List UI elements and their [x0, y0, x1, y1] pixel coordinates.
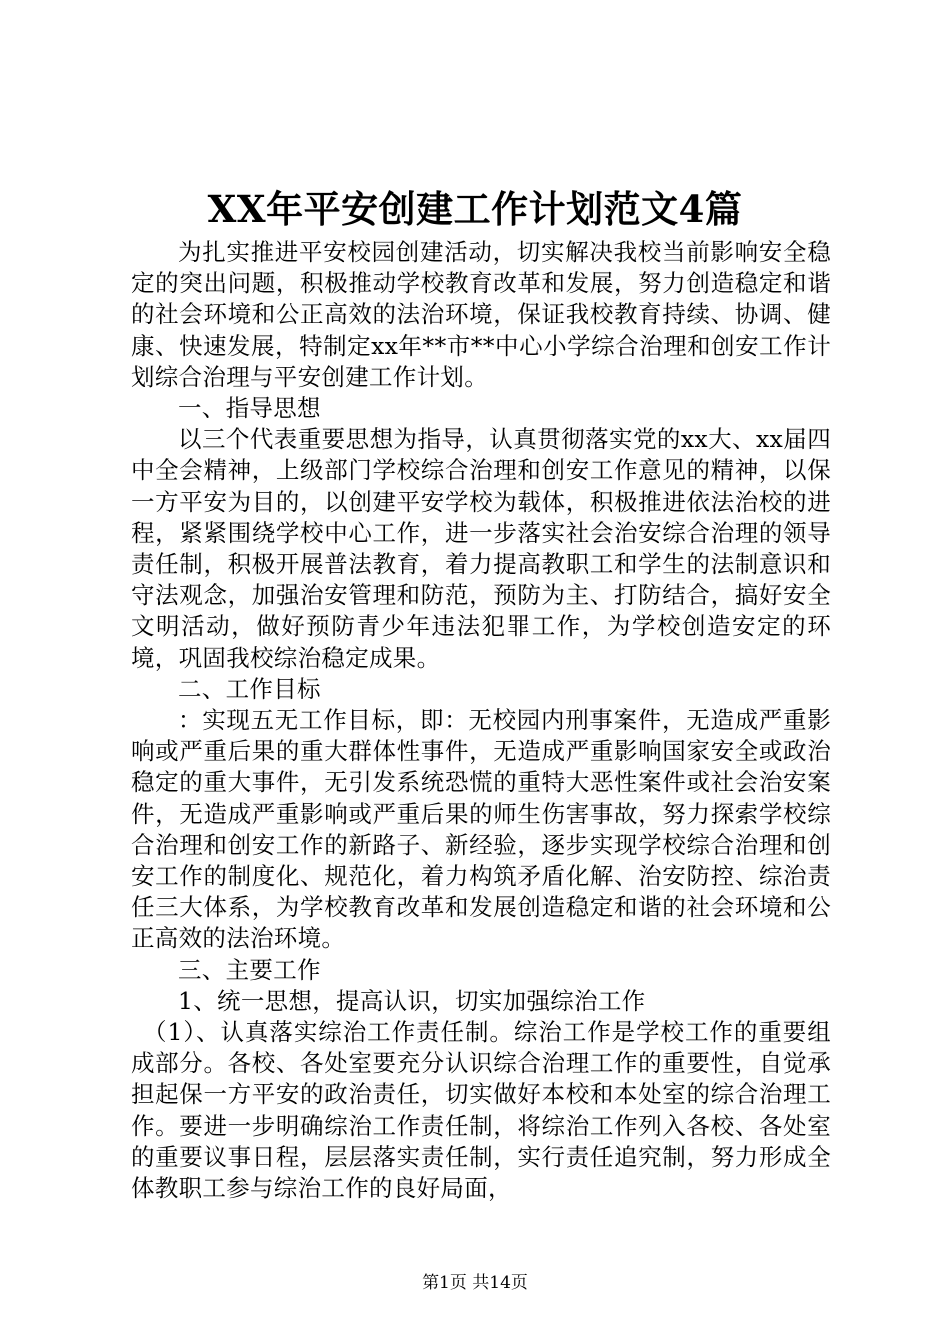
section-heading-guiding-thought: 一、指导思想	[178, 394, 321, 423]
intro-paragraph: 为扎实推进平安校园创建活动，切实解决我校当前影响安全稳定的突出问题，积极推动学校教育改革和发展，努力创造稳定和谐的社会环境和公正高效的法治环境，保证我校教育持续、协调、健康、快速发展，特制定xx年**市**中心小学综合治理和创安工作计划综合治理与平安创建工作计划。	[131, 238, 831, 391]
section-heading-main-work: 三、主要工作	[178, 955, 321, 984]
section-heading-work-goals: 二、工作目标	[178, 674, 321, 703]
page-number-footer: 第1页 共14页	[422, 1273, 528, 1293]
work-goals-paragraph: ：实现五无工作目标，即：无校园内刑事案件，无造成严重影响或严重后果的重大群体性事件，无造成严重影响国家安全或政治稳定的重大事件，无引发系统恐慌的重特大恶性案件或社会治安案件，无造成严重影响或严重后果的师生伤害事故，努力探索学校综合治理和创安工作的新路子、新经验，逐步实现学校综合治理和创安工作的制度化、规范化，着力构筑矛盾化解、治安防控、综治责任三大体系，为学校教育改革和发展创造稳定和谐的社会环境和公正高效的法治环境。	[131, 706, 831, 953]
subsection-heading-unify-thinking: 1、统一思想，提高认识，切实加强综治工作	[178, 986, 646, 1015]
guiding-thought-paragraph: 以三个代表重要思想为指导，认真贯彻落实党的xx大、xx届四中全会精神，上级部门学校综合治理和创安工作意见的精神，以保一方平安为目的，以创建平安学校为载体，积极推进依法治校的进程，紧紧围绕学校中心工作，进一步落实社会治安综合治理的领导责任制，积极开展普法教育，着力提高教职工和学生的法制意识和守法观念，加强治安管理和防范，预防为主、打防结合，搞好安全文明活动，做好预防青少年违法犯罪工作，为学校创造安定的环境，巩固我校综治稳定成果。	[131, 425, 831, 672]
document-title: XX年平安创建工作计划范文4篇	[207, 187, 743, 231]
responsibility-paragraph: （1）、认真落实综治工作责任制。综治工作是学校工作的重要组成部分。各校、各处室要充分认识综合治理工作的重要性，自觉承担起保一方平安的政治责任，切实做好本校和本处室的综合治理工作。要进一步明确综治工作责任制，将综治工作列入各校、各处室的重要议事日程，层层落实责任制，实行责任追究制，努力形成全体教职工参与综治工作的良好局面，	[131, 1018, 831, 1203]
document-body	[131, 237, 831, 1204]
